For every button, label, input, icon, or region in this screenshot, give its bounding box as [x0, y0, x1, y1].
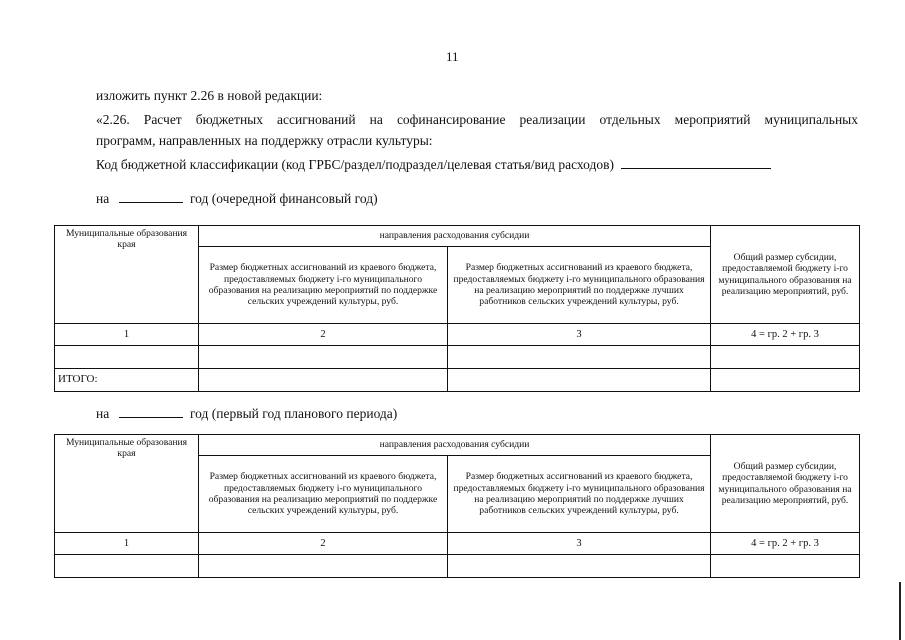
- col-number-2: 2: [199, 533, 448, 555]
- empty-cell: [711, 369, 860, 392]
- header-directions: направления расходования субсидии: [199, 435, 711, 456]
- col-number-3: 3: [448, 324, 711, 346]
- year1-line: [96, 190, 378, 207]
- empty-cell: [711, 346, 860, 369]
- page-number: 11: [446, 49, 459, 64]
- year1-blank: [119, 190, 183, 203]
- col-number-2: 2: [199, 324, 448, 346]
- empty-cell: [448, 369, 711, 392]
- empty-cell: [711, 555, 860, 578]
- header-rural: Размер бюджетных ассигнований из краевого бюджета, предоставляемых бюджету i-го муниципального образования на реализацию мероприятий по поддержке сельских учреждений культуры, руб.: [199, 247, 448, 324]
- empty-cell: [55, 555, 199, 578]
- header-total: Общий размер субсидии, предоставляемой бюджету i-го муниципального образования на реализацию мероприятий, руб.: [711, 435, 860, 533]
- col-number-1: 1: [55, 324, 199, 346]
- subsidy-table-year2: [54, 434, 860, 578]
- intro-line: изложить пункт 2.26 в новой редакции:: [96, 88, 323, 103]
- header-best: Размер бюджетных ассигнований из краевого бюджета, предоставляемых бюджету i-го муниципального образования на реализацию мероприятий по поддержке лучших работников сельских учреждений культуры, руб.: [448, 247, 711, 324]
- header-directions: направления расходования субсидии: [199, 226, 711, 247]
- year2-prefix: на: [96, 406, 110, 421]
- empty-cell: [55, 346, 199, 369]
- col-number-4: 4 = гр. 2 + гр. 3: [711, 533, 860, 555]
- clause-line-1: «2.26. Расчет бюджетных ассигнований на софинансирование реализации отдельных мероприятий муниципальных: [96, 112, 858, 127]
- header-municipal: Муниципальные образования края: [55, 435, 199, 533]
- budget-code-label: Код бюджетной классификации (код ГРБС/раздел/подраздел/целевая статья/вид расходов): [96, 157, 614, 172]
- header-total: Общий размер субсидии, предоставляемой бюджету i-го муниципального образования на реализацию мероприятий, руб.: [711, 226, 860, 324]
- year2-blank: [119, 405, 183, 418]
- clause-paragraph: [96, 109, 858, 151]
- empty-cell: [199, 555, 448, 578]
- year2-suffix: год (первый год планового периода): [189, 406, 398, 421]
- year2-line: [96, 405, 397, 422]
- subsidy-table-year1: [54, 225, 860, 392]
- col-number-4: 4 = гр. 2 + гр. 3: [711, 324, 860, 346]
- scan-edge-line: [899, 582, 901, 640]
- col-number-3: 3: [448, 533, 711, 555]
- header-best: Размер бюджетных ассигнований из краевого бюджета, предоставляемых бюджету i-го муниципального образования на реализацию мероприятий по поддержке лучших работников сельских учреждений культуры, руб.: [448, 456, 711, 533]
- budget-code-line: [96, 156, 771, 173]
- col-number-1: 1: [55, 533, 199, 555]
- year1-suffix: год (очередной финансовый год): [189, 191, 378, 206]
- empty-cell: [199, 346, 448, 369]
- year1-prefix: на: [96, 191, 110, 206]
- total-label: ИТОГО:: [55, 369, 199, 392]
- budget-code-blank: [621, 156, 771, 169]
- empty-cell: [448, 555, 711, 578]
- header-rural: Размер бюджетных ассигнований из краевого бюджета, предоставляемых бюджету i-го муниципального образования на реализацию мероприятий по поддержке сельских учреждений культуры, руб.: [199, 456, 448, 533]
- header-municipal: Муниципальные образования края: [55, 226, 199, 324]
- clause-line-2: программ, направленных на поддержку отрасли культуры:: [96, 133, 433, 148]
- empty-cell: [199, 369, 448, 392]
- empty-cell: [448, 346, 711, 369]
